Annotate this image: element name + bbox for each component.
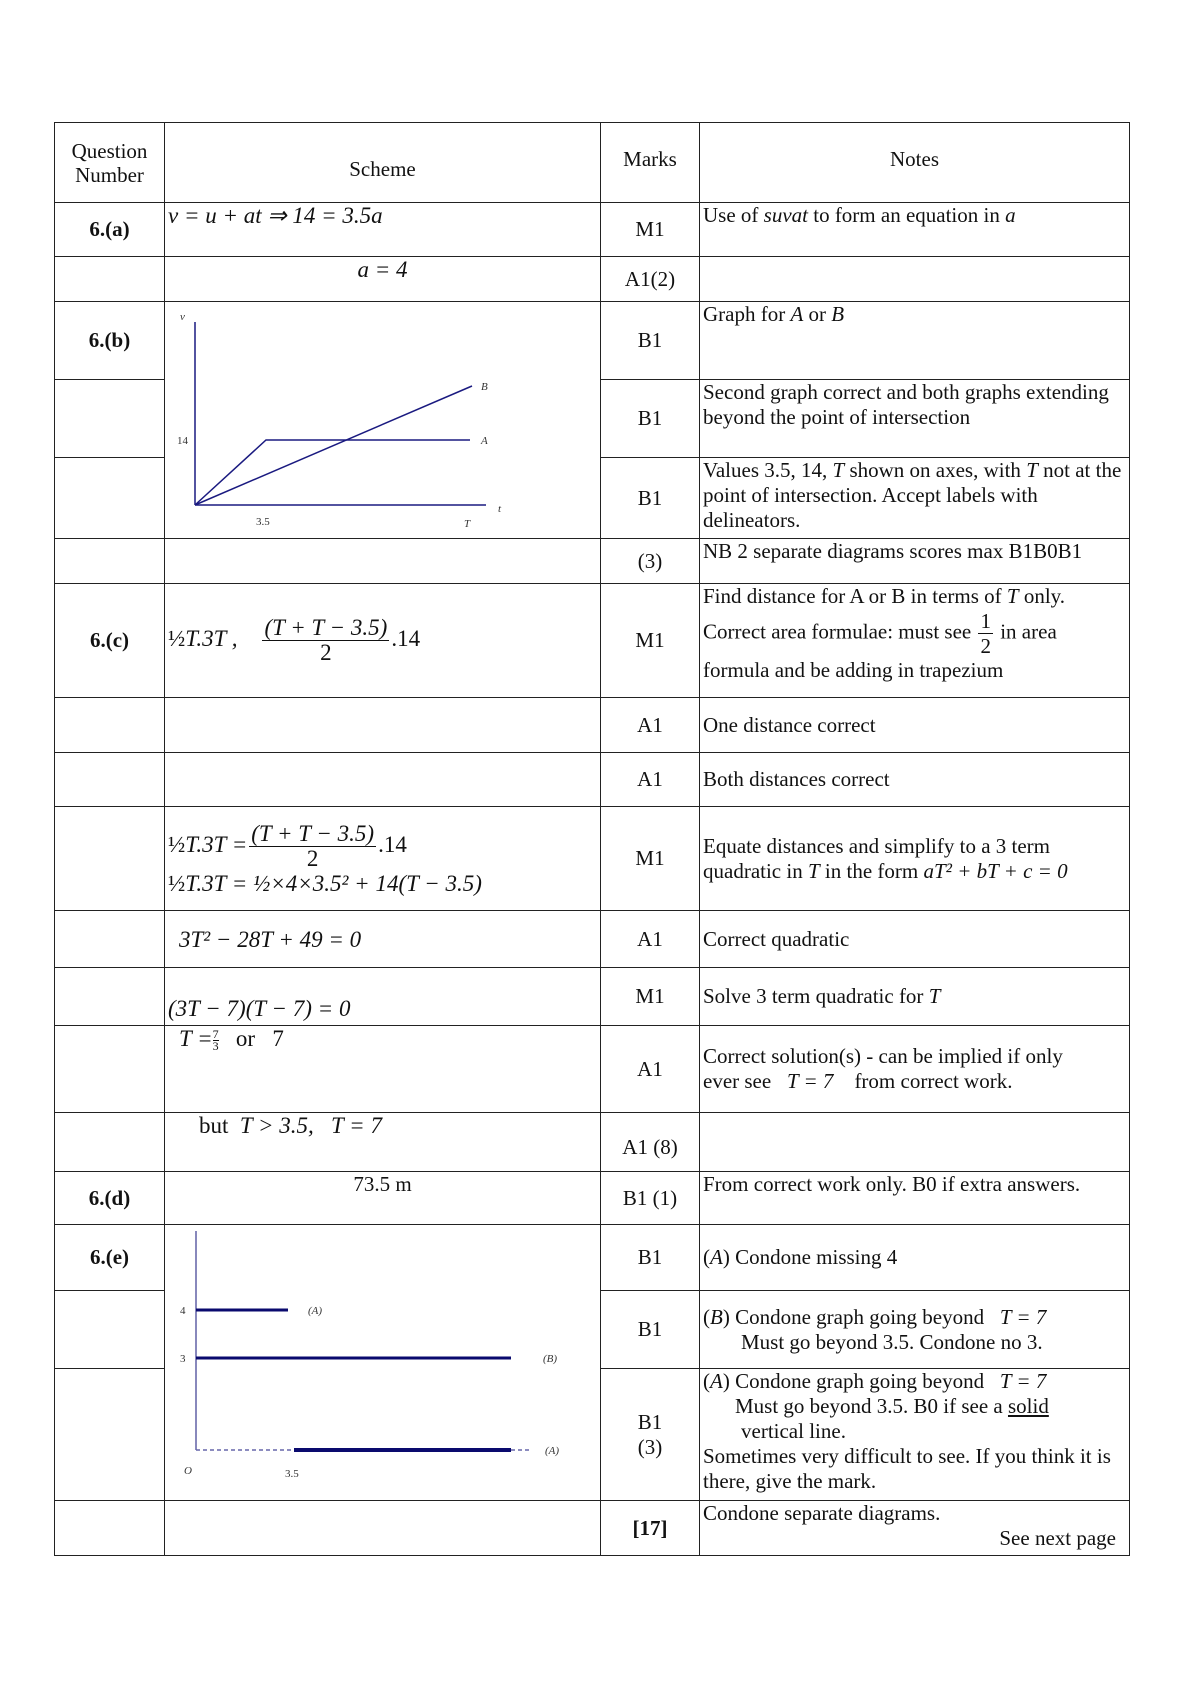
label-a: A	[481, 435, 488, 447]
axis-label-t: t	[498, 503, 502, 515]
text: quadratic in	[703, 858, 808, 883]
see-next-page: See next page	[999, 1526, 1116, 1550]
text: 3T² − 28T + 49 = 0	[179, 926, 362, 952]
graph-line-b	[195, 386, 472, 505]
text: T	[832, 458, 845, 482]
text: Graph for	[703, 302, 791, 326]
tick-14: 14	[177, 435, 188, 447]
text: only.	[1018, 584, 1066, 608]
text: 3	[212, 1039, 219, 1054]
text: or	[235, 1026, 256, 1051]
notes-cell: One distance correct	[700, 698, 1130, 753]
question-number: 6.(a)	[55, 203, 165, 257]
text: (3)	[637, 1434, 663, 1459]
text: ½	[168, 831, 186, 857]
text: B	[710, 1304, 723, 1329]
text: T = 7	[331, 1113, 382, 1138]
tick-3-5: 3.5	[285, 1468, 299, 1480]
text: to form an equation in	[807, 203, 1006, 227]
text: but	[199, 1113, 229, 1138]
text: or	[803, 302, 832, 326]
text: ½	[168, 870, 186, 896]
text: Use of	[703, 203, 764, 227]
text: not at the point of intersection. Accept labels with delineators.	[703, 458, 1122, 532]
text: 2	[306, 845, 319, 871]
text: A	[710, 1369, 723, 1393]
origin-label: O	[184, 1465, 192, 1477]
header-scheme: Scheme	[165, 123, 601, 203]
text: (T + T − 3.5)	[264, 615, 388, 640]
notes-cell: NB 2 separate diagrams scores max B1B0B1	[700, 539, 1130, 584]
text: in area	[994, 619, 1057, 644]
question-number: 6.(b)	[55, 302, 165, 380]
text: solid	[1007, 1394, 1049, 1418]
text: (	[703, 1245, 710, 1269]
tick-3: 3	[180, 1353, 186, 1365]
text: T > 3.5,	[239, 1113, 314, 1138]
scheme-equation: v = u + at ⇒ 14 = 3.5a	[168, 203, 383, 228]
text: ever see	[703, 1069, 777, 1093]
text: Sometimes very difficult to see. If you think it is there, give the mark.	[703, 1444, 1111, 1493]
text: T	[807, 858, 820, 883]
total-marks: [17]	[601, 1501, 700, 1556]
notes-cell: Correct quadratic	[700, 911, 1130, 968]
text: T.3T ,	[185, 625, 238, 651]
text: (	[703, 1369, 710, 1393]
text: T	[928, 984, 941, 1008]
marks-cell: M1	[601, 203, 700, 257]
acceleration-time-graph	[196, 1231, 532, 1450]
text: ) Condone missing 4	[722, 1245, 898, 1269]
velocity-time-graph	[195, 322, 486, 505]
label-a-upper: (A)	[308, 1305, 323, 1317]
marks-cell: B1	[601, 380, 700, 458]
header-marks: Marks	[601, 123, 700, 203]
marks-cell: A1	[601, 911, 700, 968]
marks-cell: B1	[601, 1291, 700, 1369]
tick-3-5: 3.5	[256, 516, 270, 528]
text: T = 7	[999, 1304, 1047, 1329]
text: B	[831, 302, 845, 326]
marks-cell: B1	[601, 1225, 700, 1291]
text: (	[703, 1304, 710, 1329]
label-b: B	[481, 381, 488, 393]
text: suvat	[763, 203, 808, 227]
text: a	[1005, 203, 1016, 227]
text: from correct work.	[849, 1069, 1013, 1093]
graph-line-a	[195, 440, 470, 505]
text: .14	[378, 831, 407, 857]
text: T	[1006, 584, 1019, 608]
header-question: Question Number	[55, 123, 165, 203]
text: T	[1026, 458, 1038, 482]
text: (T + T − 3.5)	[251, 820, 375, 846]
scheme-cell: 73.5 m	[165, 1172, 601, 1225]
marks-cell: A1	[601, 753, 700, 807]
text: T.3T = ½×4×3.5² + 14(T − 3.5)	[185, 870, 482, 896]
text: .14	[391, 625, 421, 651]
text: ) Condone graph going beyond	[722, 1369, 990, 1393]
question-number: 6.(d)	[55, 1172, 165, 1225]
marks-cell: A1	[601, 1026, 700, 1113]
text: A	[790, 302, 804, 326]
question-number: 6.(e)	[55, 1225, 165, 1291]
header-notes: Notes	[700, 123, 1130, 203]
axis-label-v: v	[180, 311, 185, 323]
text: ) Condone graph going beyond	[722, 1304, 990, 1329]
marks-cell: M1	[601, 968, 700, 1026]
marks-cell: A1(2)	[601, 257, 700, 302]
text: Must go beyond 3.5. B0 if see a	[735, 1394, 1008, 1418]
half: ½	[168, 625, 186, 651]
text: 2	[320, 640, 332, 665]
text: B1	[637, 1409, 663, 1434]
notes-cell: Both distances correct	[700, 753, 1130, 807]
text: T =	[179, 1026, 213, 1051]
text: Condone separate diagrams.	[703, 1501, 941, 1525]
text: T = 7	[999, 1369, 1047, 1393]
text: 7	[212, 1027, 219, 1042]
scheme-equation: a = 4	[357, 257, 408, 282]
text: 7	[272, 1026, 284, 1051]
text: (3T − 7)(T − 7) = 0	[168, 996, 351, 1021]
label-a-lower: (A)	[545, 1445, 560, 1457]
text: 2	[980, 634, 991, 658]
text: aT² + bT + c = 0	[923, 858, 1068, 883]
marks-cell: M1	[601, 584, 700, 698]
marks-cell: B1	[601, 458, 700, 539]
tick-4: 4	[180, 1305, 186, 1317]
text: Solve 3 term quadratic for	[703, 984, 929, 1008]
text: shown on axes, with	[844, 458, 1027, 482]
text: in the form	[819, 858, 924, 883]
tick-T: T	[464, 518, 471, 530]
text: Correct solution(s) - can be implied if only	[703, 1044, 1063, 1068]
marks-cell: M1	[601, 807, 700, 911]
text: Find distance for A or B in terms of	[703, 584, 1007, 608]
text: T.3T =	[185, 831, 248, 857]
marks-cell: A1	[601, 698, 700, 753]
text: T = 7	[786, 1069, 834, 1093]
marks-cell: B1	[601, 302, 700, 380]
text: vertical line.	[741, 1419, 846, 1443]
text: Values 3.5, 14,	[703, 458, 833, 482]
text: Equate distances and simplify to a 3 term	[703, 833, 1050, 858]
text: 1	[980, 609, 991, 633]
notes-cell: From correct work only. B0 if extra answers.	[700, 1172, 1130, 1225]
question-number: 6.(c)	[55, 584, 165, 698]
marks-cell: B1 (1)	[601, 1172, 700, 1225]
label-b: (B)	[543, 1353, 558, 1365]
marks-cell: (3)	[601, 539, 700, 584]
text: Must go beyond 3.5. Condone no 3.	[741, 1329, 1043, 1354]
marks-cell: A1 (8)	[601, 1113, 700, 1172]
text: Correct area formulae: must see	[703, 619, 977, 644]
text: formula and be adding in trapezium	[703, 658, 1004, 682]
text: A	[710, 1245, 723, 1269]
notes-cell: Second graph correct and both graphs extending beyond the point of intersection	[700, 380, 1130, 458]
